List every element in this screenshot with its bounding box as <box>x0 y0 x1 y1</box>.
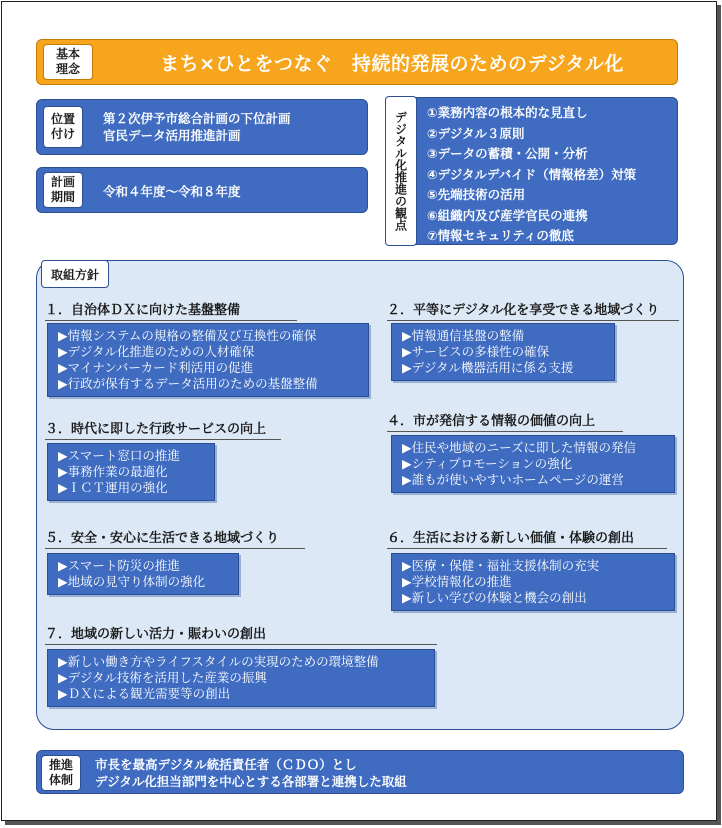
section-1-item: ▶デジタル化推進のための人材確保 <box>58 344 255 359</box>
perspectives-box <box>386 97 678 245</box>
section-2-item: ▶情報通信基盤の整備 <box>402 328 525 343</box>
perspective-item: ⑦情報セキュリティの徹底 <box>427 228 574 243</box>
section-5-item: ▶スマート防災の推進 <box>58 558 180 573</box>
section-7-item: ▶新しい働き方やライフスタイルの実現のための環境整備 <box>58 654 379 669</box>
document-frame <box>1 1 717 821</box>
policy-panel <box>36 260 684 730</box>
section-7-list <box>47 649 435 707</box>
promotion-system-line: 市長を最高デジタル統括責任者（ＣＤＯ）とし <box>95 757 357 772</box>
section-4-item: ▶誰もが使いやすいホームページの運営 <box>402 472 624 487</box>
section-1-item: ▶マイナンバーカード利活用の促進 <box>58 360 254 375</box>
section-3-list <box>47 443 215 501</box>
perspectives-list <box>427 103 636 247</box>
section-7-item: ▶ＤＸによる観光需要等の創出 <box>58 686 231 701</box>
section-5-item: ▶地域の見守り体制の強化 <box>58 574 206 589</box>
section-7-title: ７．地域の新しい活力・賑わいの創出 <box>45 623 437 645</box>
plan-period-label: 計画 期間 <box>43 172 83 208</box>
section-6-item: ▶新しい学びの体験と機会の創出 <box>402 590 587 605</box>
plan-period-box <box>36 167 368 213</box>
policy-label: 取組方針 <box>41 260 109 288</box>
basic-philosophy-label: 基本 理念 <box>43 44 93 80</box>
basic-philosophy-banner <box>36 39 678 85</box>
section-3-item: ▶スマート窓口の推進 <box>58 448 180 463</box>
position-label: 位置 付け <box>43 106 83 148</box>
plan-period-text: 令和４年度～令和８年度 <box>103 184 241 199</box>
section-2-item: ▶サービスの多様性の確保 <box>402 344 550 359</box>
section-5-title: ５．安全・安心に生活できる地域づくり <box>45 527 305 549</box>
promotion-system-box <box>36 750 684 794</box>
section-3-title: ３．時代に即した行政サービスの向上 <box>45 418 281 440</box>
section-1-item: ▶情報システムの規格の整備及び互換性の確保 <box>58 328 317 343</box>
position-line: 第２次伊予市総合計画の下位計画 <box>103 111 291 126</box>
perspective-item: ③データの蓄積・公開・分析 <box>427 146 588 161</box>
section-3-item: ▶事務作業の最適化 <box>58 464 168 479</box>
section-4-item: ▶住民や地域のニーズに即した情報の発信 <box>402 440 636 455</box>
section-3-item: ▶ＩＣＴ運用の強化 <box>58 480 168 495</box>
perspective-item: ④デジタルデバイド（情報格差）対策 <box>427 166 637 182</box>
section-2-item: ▶デジタル機器活用に係る支援 <box>402 360 574 375</box>
section-4-title: ４．市が発信する情報の価値の向上 <box>387 410 623 432</box>
basic-philosophy-text: まち×ひとをつなぐ 持続的発展のためのデジタル化 <box>160 52 624 75</box>
position-box <box>36 99 368 155</box>
section-1-item: ▶行政が保有するデータ活用のための基盤整備 <box>58 376 318 391</box>
section-4-item: ▶シティプロモーションの強化 <box>402 456 573 471</box>
section-4-list <box>391 435 675 493</box>
section-6-title: ６．生活における新しい価値・体験の創出 <box>387 527 667 549</box>
section-1-list <box>47 323 369 397</box>
perspectives-label: デジタル化推進の観点 <box>385 96 417 246</box>
perspective-item: ①業務内容の根本的な見直し <box>427 105 588 120</box>
section-1-title: １．自治体ＤＸに向けた基盤整備 <box>45 299 297 321</box>
position-line: 官民データ活用推進計画 <box>103 128 241 143</box>
section-6-item: ▶学校情報化の推進 <box>402 574 512 589</box>
section-6-list <box>391 553 675 611</box>
promotion-system-label: 推進 体制 <box>41 755 81 791</box>
perspective-item: ②デジタル３原則 <box>427 125 525 141</box>
perspective-item: ⑤先端技術の活用 <box>427 187 526 202</box>
section-5-list <box>47 553 239 595</box>
promotion-system-line: デジタル化担当部門を中心とする各部署と連携した取組 <box>95 774 407 789</box>
section-2-list <box>391 323 615 381</box>
perspective-item: ⑥組織内及び産学官民の連携 <box>427 207 588 223</box>
section-6-item: ▶医療・保健・福祉支援体制の充実 <box>402 558 600 573</box>
section-7-item: ▶デジタル技術を活用した産業の振興 <box>58 670 267 685</box>
section-2-title: ２．平等にデジタル化を享受できる地域づくり <box>387 299 679 321</box>
